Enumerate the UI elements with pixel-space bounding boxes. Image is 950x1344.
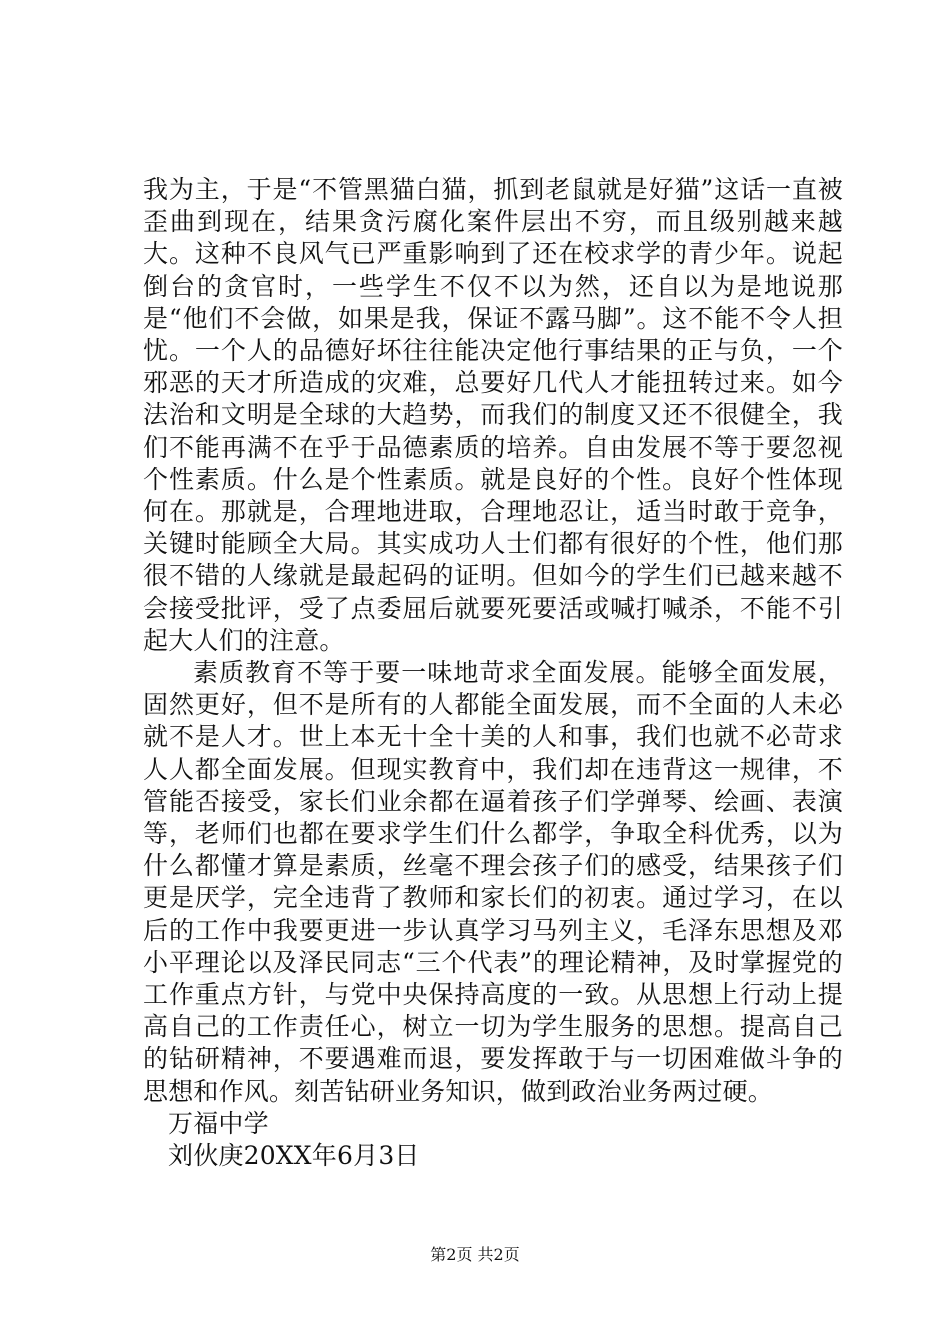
paragraph-quality-education: 素质教育不等于要一味地苛求全面发展。能够全面发展，固然更好，但不是所有的人都能全面发展，而不全面的人未必就不是人才。世上本无十全十美的人和事，我们也就不必苛求人人都全面发展。但现实教育中，我们却在违背这一规律，不管能否接受，家长们业余都在逼着孩子们学弹琴、绘画、表演等，老师们也都在要求学生们什么都学，争取全科优秀，以为什么都懂才算是素质，丝毫不理会孩子们的感受，结果孩子们更是厌学，完全违背了教师和家长们的初衷。通过学习，在以后的工作中我要更进一步认真学习马列主义，毛泽东思想及邓小平理论以及泽民同志“三个代表”的理论精神，及时掌握党的工作重点方针，与党中央保持高度的一致。从思想上行动上提高自己的工作责任心，树立一切为学生服务的思想。提高自己的钻研精神，不要遇难而退，要发挥敢于与一切困难做斗争的思想和作风。刻苦钻研业务知识，做到政治业务两过硬。	[143, 658, 843, 1106]
document-body	[143, 174, 843, 1172]
signature-school: 万福中学	[168, 1108, 269, 1138]
signature-name-date: 刘伙庚20XX年6月3日	[168, 1141, 420, 1171]
page-number-footer: 第2页 共2页	[430, 1245, 520, 1264]
paragraph-continued: 我为主，于是“不管黑猫白猫，抓到老鼠就是好猫”这话一直被歪曲到现在，结果贪污腐化案件层出不穷，而且级别越来越大。这种不良风气已严重影响到了还在校求学的青少年。说起倒台的贪官时，一些学生不仅不以为然，还自以为是地说那是“他们不会做，如果是我，保证不露马脚”。这不能不令人担忧。一个人的品德好坏往往能决定他行事结果的正与负，一个邪恶的天才所造成的灾难，总要好几代人才能扭转过来。如今法治和文明是全球的大趋势，而我们的制度又还不很健全，我们不能再满不在乎于品德素质的培养。自由发展不等于要忽视个性素质。什么是个性素质。就是良好的个性。良好个性体现何在。那就是，合理地进取，合理地忍让，适当时敢于竞争，关键时能顾全大局。其实成功人士们都有很好的个性，他们那很不错的人缘就是最起码的证明。但如今的学生们已越来越不会接受批评，受了点委屈后就要死要活或喊打喊杀，不能不引起大人们的注意。	[143, 175, 843, 655]
